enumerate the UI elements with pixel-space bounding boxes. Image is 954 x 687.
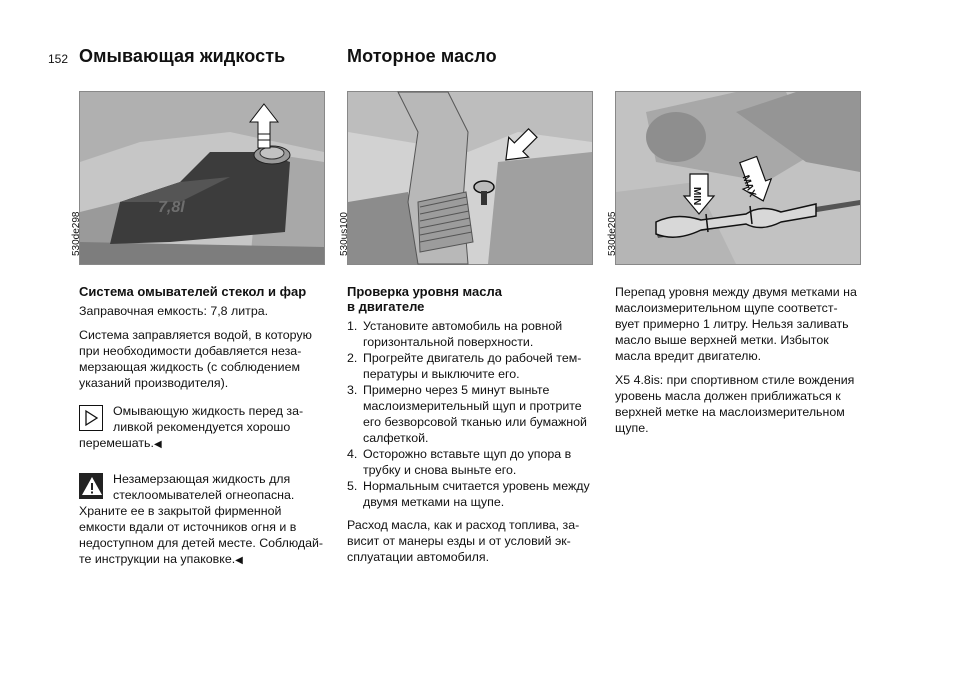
- washer-subtitle: Система омывателей стекол и фар: [79, 284, 307, 299]
- figure-code: 530de205: [607, 211, 618, 256]
- figure-dipstick-location: [339, 91, 593, 265]
- list-item: 2. Прогрейте двигатель до рабочей тем- пературы и выключите его.: [347, 351, 582, 381]
- note-text-rest: перемешать.: [79, 436, 154, 450]
- warning-text-first: Незамерзающая жидкость для стеклоомывателей огнеопасна.: [113, 472, 295, 502]
- list-item: 4. Осторожно вставьте щуп до упора в трубку и снова выньте его.: [347, 447, 572, 477]
- washer-paragraph: Система заправляется водой, в которую при необходимости добавляется неза- мерзающая жидкость (с соблюдением указаний производителя).: [79, 328, 312, 390]
- page-number: 152: [48, 52, 69, 66]
- min-label: MIN: [691, 187, 702, 206]
- reservoir-volume-label: 7,8l: [158, 199, 185, 216]
- heading-washer-fluid: Омывающая жидкость: [79, 46, 286, 66]
- max-label: MAX: [739, 173, 758, 199]
- column-oil-check: [347, 284, 609, 573]
- oil-subtitle: Проверка уровня масла в двигателе: [347, 284, 502, 314]
- oil-consumption: Расход масла, как и расход топлива, за- висит от манеры езды и от условий эк- сплуатации автомобиля.: [347, 518, 580, 564]
- washer-capacity: Заправочная емкость: 7,8 литра.: [79, 304, 269, 318]
- note-block: [79, 403, 341, 453]
- heading-engine-oil: Моторное масло: [347, 46, 497, 66]
- list-item: 3. Примерно через 5 минут выньте маслоизмерительный щуп и протрите его безворсовой тканью или бумажной салфеткой.: [347, 383, 587, 445]
- warning-block: [79, 471, 341, 569]
- warning-text-rest: Храните ее в закрытой фирменной емкости вдали от источников огня и в недоступном для детей месте. Соблюдай- те инструкции на упаковке.: [79, 504, 324, 566]
- oil-notes-para1: Перепад уровня между двумя метками на маслоизмерительном щупе соответст- вует примерно 1 литру. Нельзя заливать масло выше верхней метки. Избыток масла вредит двигателю.: [615, 285, 857, 363]
- column-oil-notes: [615, 284, 880, 444]
- end-mark-icon: ◀: [153, 439, 162, 450]
- figure-code: 530de298: [71, 211, 82, 256]
- list-item: 5. Нормальным считается уровень между двумя метками на щупе.: [347, 479, 590, 509]
- figure-dipstick-marks: [607, 91, 861, 265]
- oil-notes-para2: X5 4.8is: при спортивном стиле вождения уровень масла должен приближаться к верхней метке на маслоизмерительном щупе.: [615, 373, 855, 435]
- figure-washer-reservoir: [71, 91, 325, 265]
- warning-icon: [79, 473, 103, 499]
- figure-code: 530us100: [339, 212, 350, 256]
- end-mark-icon: ◀: [235, 555, 243, 566]
- note-icon: [79, 405, 103, 431]
- oil-steps: [347, 318, 609, 510]
- note-text-first: Омывающую жидкость перед за- ливкой рекомендуется хорошо: [113, 404, 304, 434]
- list-item: 1. Установите автомобиль на ровной горизонтальной поверхности.: [347, 319, 563, 349]
- column-washer: [79, 284, 341, 569]
